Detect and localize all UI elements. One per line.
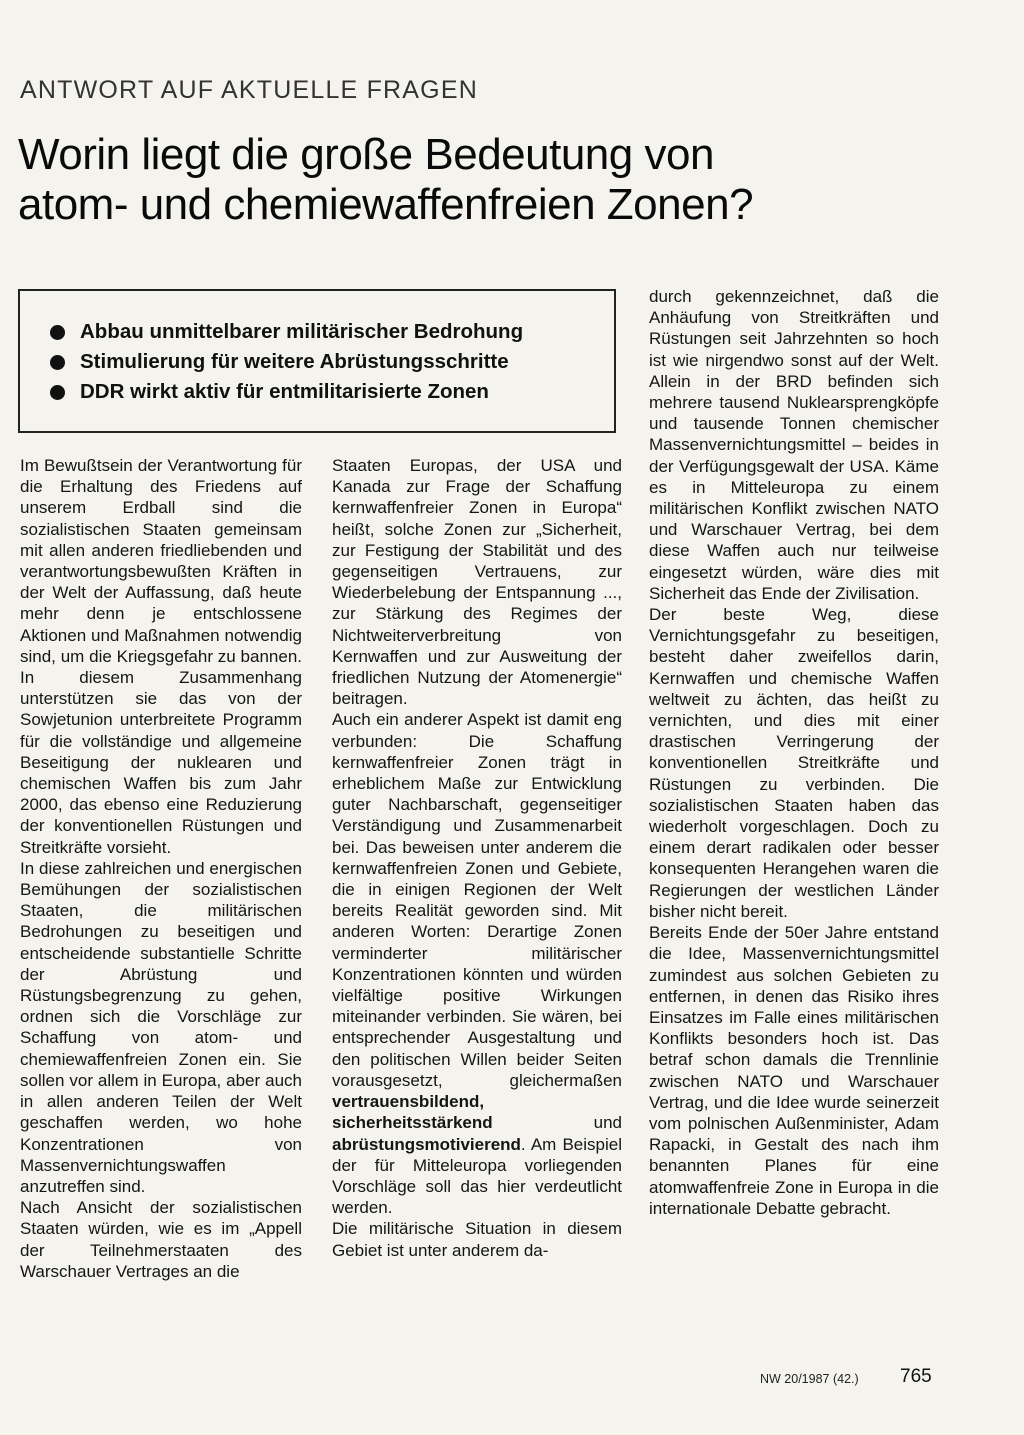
bullet-dot-icon bbox=[50, 385, 65, 400]
paragraph-with-emphasis bbox=[332, 709, 622, 1218]
paragraph: Bereits Ende der 50er Jahre entstand die Idee, Massenvernichtungsmittel zumindest aus solchen Gebieten zu entfernen, in denen das Risiko ihres Einsatzes im Falle eines militärischen Konflikts besonders hoch ist. Das betraf schon damals die Trennlinie zwischen NATO und Warschauer Vertrag, und die Idee wurde seinerzeit vom polnischen Außenminister, Adam Rapacki, in Gestalt des nach ihm benannten Planes für eine atomwaffenfreie Zone in Europa in die internationale Debatte gebracht. bbox=[649, 923, 939, 1218]
paragraph: In diese zahlreichen und energischen Bemühungen der sozialistischen Staaten, die militärischen Bedrohungen zu beseitigen und entscheidende substantielle Schritte der Abrüstung und Rüstungsbegrenzung zu gehen, ordnen sich die Vorschläge zur Schaffung von atom- und chemiewaffenfreien Zonen ein. Sie sollen vor allem in Europa, aber auch in allen anderen Teilen der Welt geschaffen werden, wo hohe Konzentrationen von Massenvernichtungswaffen anzutreffen sind. bbox=[20, 858, 302, 1196]
publication-folio: NW 20/1987 (42.) bbox=[760, 1372, 859, 1386]
bullet-text: Stimulierung für weitere Abrüstungsschritte bbox=[80, 350, 509, 373]
page-title bbox=[18, 130, 998, 230]
bullet-text: DDR wirkt aktiv für entmilitarisierte Zonen bbox=[80, 380, 489, 403]
title-line-2: atom- und chemiewaffenfreien Zonen? bbox=[18, 180, 754, 229]
page-number: 765 bbox=[900, 1366, 932, 1387]
summary-bullet bbox=[50, 347, 614, 377]
summary-bullet bbox=[50, 317, 614, 347]
emphasis-text: vertrauensbildend, sicherheitsstärkend bbox=[332, 1092, 493, 1133]
bullet-dot-icon bbox=[50, 325, 65, 340]
text-column-1 bbox=[20, 455, 302, 1282]
text-column-2 bbox=[332, 455, 622, 1261]
paragraph-text: Auch ein anderer Aspekt ist damit eng verbunden: Die Schaffung kernwaffenfreier Zonen trägt in erheblichem Maße zur Entwicklung guter Nachbarschaft, gegenseitiger Verständigung und Zusammenarbeit bei. Das beweisen unter anderem die kernwaffenfreien Zonen und Gebiete, die in einigen Regionen der Welt bereits Realität geworden sind. Mit anderen Worten: Derartige Zonen verminderter militärischer Konzentrationen könnten und würden vielfältige positive Wirkungen miteinander verbinden. Sie wären, bei entsprechender Ausgestaltung und den politischen Willen beider Seiten vorausgesetzt, gleichermaßen bbox=[332, 710, 622, 1090]
paragraph-text: . Am Beispiel der für Mitteleuropa vorliegenden Vorschläge soll das hier verdeutlicht werden. bbox=[332, 1134, 622, 1218]
bullet-text: Abbau unmittelbarer militärischer Bedrohung bbox=[80, 320, 524, 343]
emphasis-text: abrüstungsmotivierend bbox=[332, 1134, 521, 1154]
summary-bullet bbox=[50, 377, 614, 407]
kicker: ANTWORT AUF AKTUELLE FRAGEN bbox=[20, 76, 478, 104]
text-column-3 bbox=[649, 286, 939, 1219]
conjunction-text: und bbox=[593, 1113, 622, 1133]
paragraph: Staaten Europas, der USA und Kanada zur Frage der Schaffung kernwaffenfreier Zonen in Europa“ heißt, solche Zonen zur „Sicherheit, zur Festigung der Stabilität und des gegenseitigen Vertrauens, zur Wiederbelebung der Entspannung ..., zur Stärkung des Regimes der Nichtweiterverbreitung von Kernwaffen und zur Ausweitung der friedlichen Nutzung der Atomenergie“ beitragen. bbox=[332, 456, 622, 709]
bullet-dot-icon bbox=[50, 355, 65, 370]
paragraph: durch gekennzeichnet, daß die Anhäufung von Streitkräften und Rüstungen seit Jahrzehnten so hoch ist wie nirgendwo sonst auf der Welt. Allein in der BRD befinden sich mehrere tausend Nuklearsprengköpfe und tausende Tonnen chemischer Massenvernichtungsmittel – beides in der Verfügungsgewalt der USA. Käme es in Mitteleuropa zu einem militärischen Konflikt zwischen NATO und Warschauer Vertrag, bei dem diese Waffen auch nur teilweise eingesetzt würden, wäre dies mit Sicherheit das Ende der Zivilisation. bbox=[649, 287, 939, 603]
title-line-1: Worin liegt die große Bedeutung von bbox=[18, 130, 714, 179]
summary-box bbox=[18, 289, 616, 433]
paragraph: Der beste Weg, diese Vernichtungsgefahr zu beseitigen, besteht daher zweifellos darin, Kernwaffen und chemische Waffen weltweit zu ächten, das heißt zu vernichten, und dies mit einer drastischen Verringerung der konventionellen Streitkräfte und Rüstungen zu verbinden. Die sozialistischen Staaten haben das wiederholt vorgeschlagen. Doch zu einem derart radikalen oder besser konsequenten Herangehen waren die Regierungen der westlichen Länder bisher nicht bereit. bbox=[649, 605, 939, 921]
paragraph: Im Bewußtsein der Verantwortung für die Erhaltung des Friedens auf unserem Erdball sind die sozialistischen Staaten gemeinsam mit allen anderen friedliebenden und verantwortungsbewußten Kräften in der Welt der Auffassung, daß heute mehr denn je entschlossene Aktionen und Maßnahmen notwendig sind, um die Kriegsgefahr zu bannen. In diesem Zusammenhang unterstützen sie das von der Sowjetunion unterbreitete Programm für die vollständige und allgemeine Beseitigung der nuklearen und chemischen Waffen bis zum Jahr 2000, das ebenso eine Reduzierung der konventionellen Rüstungen und Streitkräfte vorsieht. bbox=[20, 456, 302, 857]
paragraph: Die militärische Situation in diesem Gebiet ist unter anderem da- bbox=[332, 1219, 622, 1260]
paragraph: Nach Ansicht der sozialistischen Staaten würden, wie es im „Appell der Teilnehmerstaaten des Warschauer Vertrages an die bbox=[20, 1198, 302, 1281]
